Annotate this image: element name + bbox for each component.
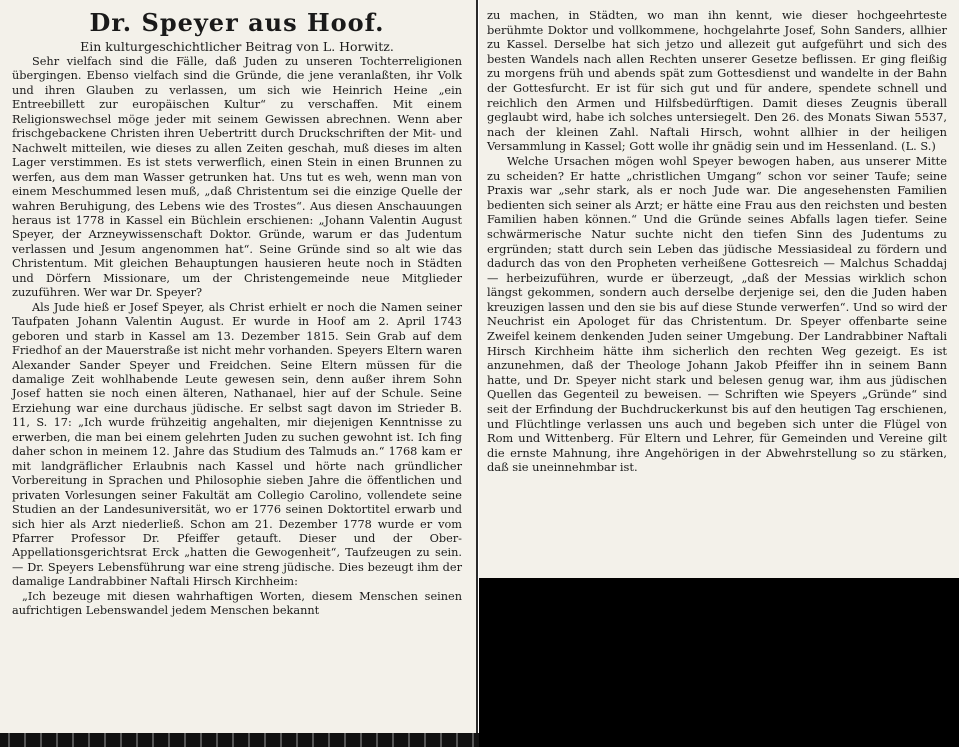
column-divider (476, 0, 478, 747)
paragraph-quote-continued: zu machen, in Städten, wo man ihn kennt, wie dieser hochgeehrteste berühmte Doktor und vollkommene, hochgelahrte Josef, Sohn Sanders, allhier zu Kassel. Derselbe hat sich jetzo und allezeit gut aufgeführt und sich des besten Wandels nach allen Rechten unserer Gesetze beflissen. Er ging fleißig zu morgens früh und abends spät zum Gottesdienst und wandelte in der Bahn der Gottesfurcht. Er ist für sich gut und für andere, spendete schnell und reichlich den Armen und Hilfsbedürftigen. Damit dieses Zeugnis überall geglaubt wird, habe ich solches untersiegelt. Den 26. des Monats Siwan 5537, nach der kleinen Zahl. Naftali Hirsch, wohnt allhier in der heiligen Versammlung in Kassel; Gott wolle ihr gnädig sein und im Hessenland. (L. S.) (487, 8, 947, 154)
paragraph-quote-start: „Ich bezeuge mit diesen wahrhaftigen Worten, diesem Menschen seinen aufrichtigen Lebenswandel jedem Menschen bekannt (12, 589, 462, 618)
left-column (0, 0, 476, 747)
page-edge-strip (0, 733, 479, 747)
paragraph-reasons: Welche Ursachen mögen wohl Speyer bewogen haben, aus unserer Mitte zu scheiden? Er hatte „christlichen Umgang“ schon vor seiner Taufe; seine Praxis war „sehr stark, als er noch Jude war. Die angesehensten Familien bedienten sich seiner als Arzt; er hätte eine Frau aus den reichsten und besten Familien haben können.“ Und die Gründe seines Abfalls lagen tiefer. Seine schwärmerische Natur suchte nicht den tiefen Sinn des Judentums zu ergründen; statt durch sein Leben das jüdische Messiasideal zu fördern und dadurch das von den Propheten verheißene Gottesreich — Malchus Schaddaj — herbeizuführen, wurde er überzeugt, „daß der Messias wirklich schon längst gekommen, sondern auch derselbe derjenige sei, den die Juden haben kreuzigen lassen und den sie bis auf diese Stunde verwerfen“. Und so wird der Neuchrist ein Apologet für das Christentum. Dr. Speyer offenbarte seine Zweifel keinem denkenden Juden seiner Umgebung. Der Landrabbiner Naftali Hirsch Kirchheim hätte ihm sicherlich den rechten Weg gezeigt. Es ist anzunehmen, daß der Theologe Johann Jakob Pfeiffer ihn in seinem Bann hatte, und Dr. Speyer nicht stark und belesen genug war, ihm aus jüdischen Quellen das Gegenteil zu beweisen. — Schriften wie Speyers „Gründe“ sind seit der Erfindung der Buchdruckerkunst bis auf den heutigen Tag erschienen, und Flüchtlinge verlassen uns auch und begeben sich unter die Flügel von Rom und Wittenberg. Für Eltern und Lehrer, für Gemeinden und Vereine gilt die ernste Mahnung, ihre Angehörigen in der Abwehrstellung so zu stärken, daß sie uneinnehmbar ist. (487, 153, 947, 475)
article-title: Dr. Speyer aus Hoof. (89, 8, 385, 37)
blank-scan-area (479, 578, 959, 747)
paragraph-biography: Als Jude hieß er Josef Speyer, als Christ erhielt er noch die Namen seiner Taufpaten Johann Valentin August. Er wurde in Hoof am 2. April 1743 geboren und starb in Kassel am 13. Dezember 1815. Sein Grab auf dem Friedhof an der Mauerstraße ist nicht mehr vorhanden. Speyers Eltern waren Alexander Sander Speyer und Freidchen. Seine Eltern müssen für die damalige Zeit wohlhabende Leute gewesen sein, denn außer ihrem Sohn Josef hatten sie noch einen älteren, Nathanael, hier auf der Schule. Seine Erziehung war eine durchaus jüdische. Er selbst sagt davon im Strieder B. 11, S. 17: „Ich wurde frühzeitig angehalten, mir diejenigen Kenntnisse zu erwerben, die man bei einem gelehrten Juden zu suchen gewohnt ist. Ich fing daher schon in meinem 12. Jahre das Studium des Talmuds an.“ 1768 kam er mit landgräflicher Erlaubnis nach Kassel und hörte nach gründlicher Vorbereitung in Sprachen und Philosophie sieben Jahre die öffentlichen und privaten Vorlesungen seiner Fakultät am Collegio Carolino, vollendete seine Studien an der Landesuniversität, wo er 1776 seinen Doktortitel erwarb und sich hier als Arzt niederließ. Schon am 21. Dezember 1778 wurde er vom Pfarrer Professor Dr. Pfeiffer getauft. Dieser und der Ober-Appellationsgerichtsrat Erck „hatten die Gewogenheit“, Taufzeugen zu sein. — Dr. Speyers Lebensführung war eine streng jüdische. Dies bezeugt ihm der damalige Landrabbiner Naftali Hirsch Kirchheim: (12, 300, 462, 589)
paragraph-intro: Sehr vielfach sind die Fälle, daß Juden zu unseren Tochterreligionen übergingen. Ebenso vielfach sind die Gründe, die jene veranlaßten, ihr Volk und ihren Glauben zu verlassen, um sich wie Heinrich Heine „ein Entreebillett zur europäischen Kultur“ zu verschaffen. Mit einem Religionswechsel möge jeder mit seinem Gewissen abrechnen. Wenn aber frischgebackene Christen ihren Uebertritt durch Druckschriften der Mit- und Nachwelt mitteilen, wie dieses zu allen Zeiten geschah, muß dieses im alten Lager verstimmen. Es ist stets verwerflich, einen Stein in einen Brunnen zu werfen, aus dem man Wasser getrunken hat. Uns tut es weh, wenn man von einem Meschummed lesen muß, „daß Christentum sei die einzige Quelle der wahren Beruhigung, des Lebens wie des Trostes“. Aus diesen Anschauungen heraus ist 1778 in Kassel ein Büchlein erschienen: „Johann Valentin August Speyer, der Arzneywissenschaft Doktor. Gründe, warum er das Judentum verlassen und Jesum angenommen hat“. Seine Gründe sind so alt wie das Christentum. Mit gleichen Behauptungen hausieren heute noch in Städten und Dörfern Missionare, um der Christengemeinde neue Mitglieder zuzuführen. Wer war Dr. Speyer? (12, 55, 462, 300)
right-column (479, 0, 959, 578)
article-subtitle: Ein kulturgeschichtlicher Beitrag von L. Horwitz. (80, 39, 394, 54)
